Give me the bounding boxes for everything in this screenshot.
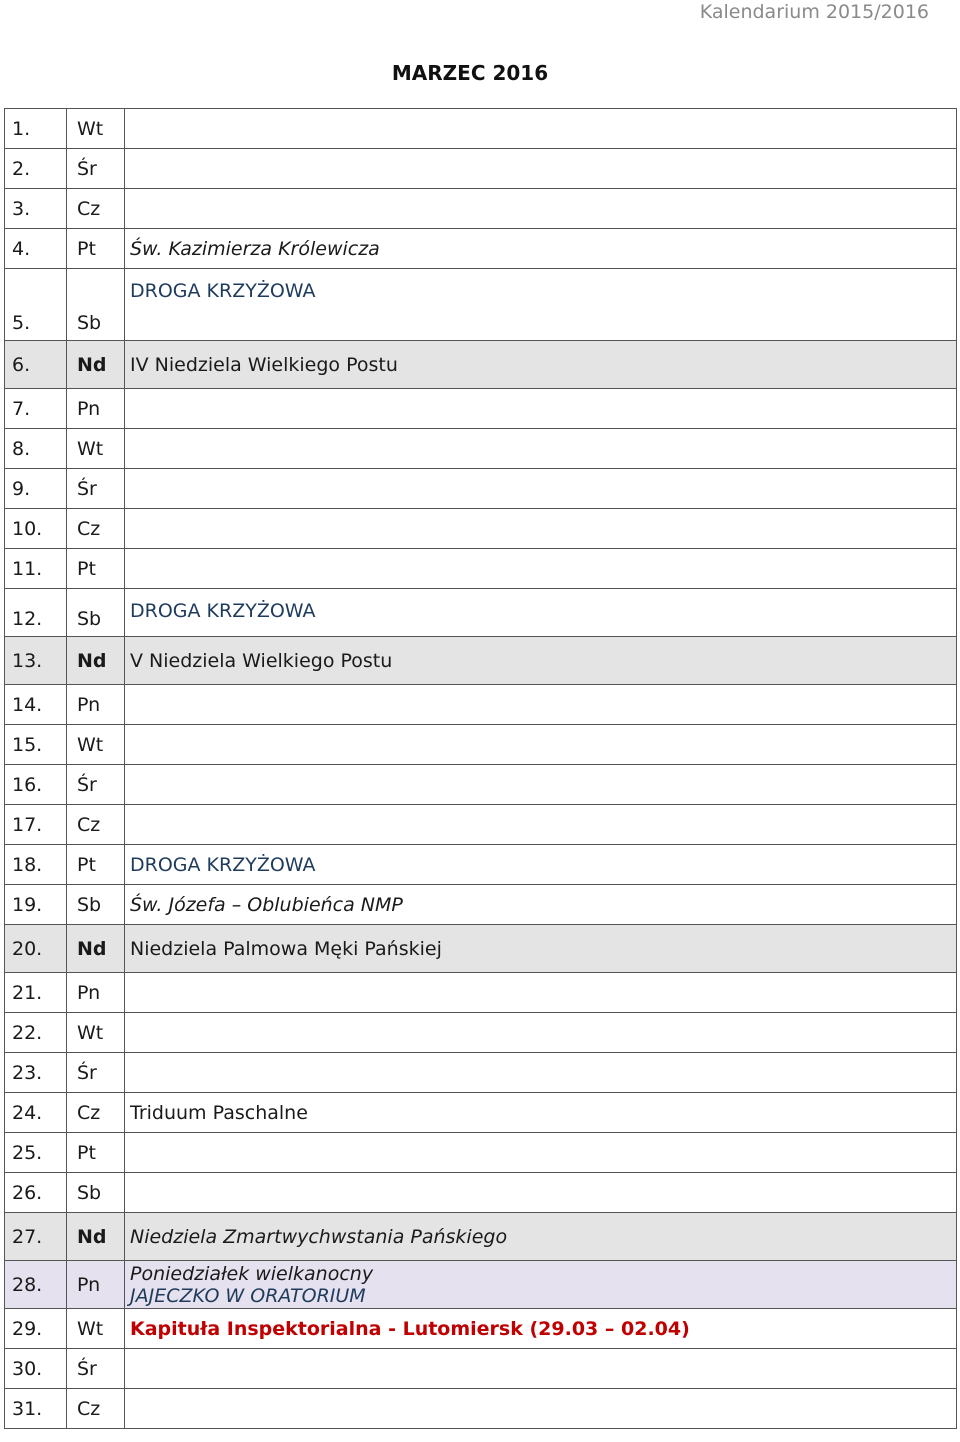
day-number: 31.	[5, 1389, 67, 1429]
calendar-row	[5, 845, 957, 885]
weekday: Pt	[67, 845, 125, 885]
calendar-row	[5, 509, 957, 549]
day-events	[125, 1093, 957, 1133]
weekday: Wt	[67, 1309, 125, 1349]
day-number: 30.	[5, 1349, 67, 1389]
weekday: Cz	[67, 189, 125, 229]
calendar-row	[5, 765, 957, 805]
day-number: 8.	[5, 429, 67, 469]
day-number: 13.	[5, 637, 67, 685]
day-number: 18.	[5, 845, 67, 885]
event-label: DROGA KRZYŻOWA	[130, 280, 316, 302]
event-label: IV Niedziela Wielkiego Postu	[130, 353, 398, 376]
event-label: Św. Kazimierza Królewicza	[130, 237, 380, 260]
weekday: Sb	[67, 1173, 125, 1213]
day-events	[125, 109, 957, 149]
day-number: 7.	[5, 389, 67, 429]
weekday: Cz	[67, 509, 125, 549]
calendar-row	[5, 189, 957, 229]
day-number: 9.	[5, 469, 67, 509]
calendar-row	[5, 109, 957, 149]
weekday: Cz	[67, 1093, 125, 1133]
calendar-row	[5, 685, 957, 725]
weekday: Nd	[67, 1213, 125, 1261]
day-events	[125, 341, 957, 389]
day-events	[125, 885, 957, 925]
day-number: 1.	[5, 109, 67, 149]
calendar-row	[5, 341, 957, 389]
day-events	[125, 925, 957, 973]
day-events	[125, 549, 957, 589]
event-label: DROGA KRZYŻOWA	[130, 853, 316, 876]
weekday: Pn	[67, 389, 125, 429]
day-number: 3.	[5, 189, 67, 229]
calendar-row	[5, 549, 957, 589]
day-number: 24.	[5, 1093, 67, 1133]
day-events	[125, 429, 957, 469]
day-number: 4.	[5, 229, 67, 269]
calendar-row	[5, 429, 957, 469]
day-number: 23.	[5, 1053, 67, 1093]
event-label: JAJECZKO W ORATORIUM	[130, 1284, 366, 1307]
calendar-row	[5, 885, 957, 925]
calendar-row	[5, 1389, 957, 1429]
calendar-row	[5, 1053, 957, 1093]
day-number: 22.	[5, 1013, 67, 1053]
event-label: Poniedziałek wielkanocny	[130, 1262, 374, 1285]
day-number: 5.	[5, 269, 67, 341]
calendar-row	[5, 469, 957, 509]
weekday: Wt	[67, 429, 125, 469]
day-number: 6.	[5, 341, 67, 389]
weekday: Pt	[67, 229, 125, 269]
day-number: 15.	[5, 725, 67, 765]
day-events	[125, 725, 957, 765]
day-number: 27.	[5, 1213, 67, 1261]
calendar-row	[5, 1173, 957, 1213]
page-title: MARZEC 2016	[391, 61, 549, 85]
calendar-table	[4, 108, 957, 1429]
weekday: Wt	[67, 725, 125, 765]
weekday: Nd	[67, 925, 125, 973]
weekday: Śr	[67, 1349, 125, 1389]
weekday: Pn	[67, 685, 125, 725]
calendar-row	[5, 229, 957, 269]
day-number: 28.	[5, 1261, 67, 1309]
day-events	[125, 1013, 957, 1053]
day-events	[125, 469, 957, 509]
calendar-row	[5, 1261, 957, 1309]
calendar-row	[5, 1013, 957, 1053]
day-number: 10.	[5, 509, 67, 549]
weekday: Cz	[67, 805, 125, 845]
day-events	[125, 149, 957, 189]
day-events	[125, 845, 957, 885]
day-events	[125, 685, 957, 725]
weekday: Śr	[67, 149, 125, 189]
calendar-row	[5, 269, 957, 341]
day-number: 17.	[5, 805, 67, 845]
weekday: Wt	[67, 109, 125, 149]
day-number: 29.	[5, 1309, 67, 1349]
day-events	[125, 189, 957, 229]
event-label: Triduum Paschalne	[130, 1101, 308, 1124]
day-number: 2.	[5, 149, 67, 189]
event-label: Niedziela Zmartwychwstania Pańskiego	[130, 1225, 508, 1248]
day-events	[125, 1213, 957, 1261]
calendar-row	[5, 973, 957, 1013]
day-number: 25.	[5, 1133, 67, 1173]
document-header: Kalendarium 2015/2016	[699, 1, 929, 23]
calendar-row	[5, 389, 957, 429]
calendar-row	[5, 925, 957, 973]
weekday: Wt	[67, 1013, 125, 1053]
weekday: Nd	[67, 341, 125, 389]
calendar-row	[5, 149, 957, 189]
calendar-row	[5, 1349, 957, 1389]
weekday: Pn	[67, 973, 125, 1013]
day-events	[125, 1261, 957, 1309]
weekday: Sb	[67, 885, 125, 925]
day-number: 12.	[5, 589, 67, 637]
day-events	[125, 269, 957, 341]
weekday: Nd	[67, 637, 125, 685]
weekday: Pt	[67, 1133, 125, 1173]
event-label: Św. Józefa – Oblubieńca NMP	[130, 893, 403, 916]
calendar-row	[5, 1213, 957, 1261]
day-events	[125, 1389, 957, 1429]
day-number: 11.	[5, 549, 67, 589]
weekday: Śr	[67, 765, 125, 805]
calendar-row	[5, 637, 957, 685]
day-events	[125, 765, 957, 805]
weekday: Śr	[67, 1053, 125, 1093]
day-events	[125, 973, 957, 1013]
day-number: 21.	[5, 973, 67, 1013]
day-events	[125, 1053, 957, 1093]
weekday: Pn	[67, 1261, 125, 1309]
day-events	[125, 1133, 957, 1173]
day-events	[125, 389, 957, 429]
weekday: Śr	[67, 469, 125, 509]
weekday: Cz	[67, 1389, 125, 1429]
event-label: Niedziela Palmowa Męki Pańskiej	[130, 937, 442, 960]
event-label: DROGA KRZYŻOWA	[130, 600, 316, 622]
day-events	[125, 637, 957, 685]
day-events	[125, 509, 957, 549]
weekday: Sb	[67, 269, 125, 341]
day-number: 14.	[5, 685, 67, 725]
day-events	[125, 1309, 957, 1349]
day-number: 16.	[5, 765, 67, 805]
weekday: Sb	[67, 589, 125, 637]
day-number: 19.	[5, 885, 67, 925]
calendar-row	[5, 805, 957, 845]
event-label: V Niedziela Wielkiego Postu	[130, 649, 393, 672]
weekday: Pt	[67, 549, 125, 589]
day-number: 26.	[5, 1173, 67, 1213]
calendar-row	[5, 1093, 957, 1133]
day-number: 20.	[5, 925, 67, 973]
day-events	[125, 805, 957, 845]
day-events	[125, 229, 957, 269]
day-events	[125, 1173, 957, 1213]
calendar-row	[5, 589, 957, 637]
calendar-row	[5, 725, 957, 765]
day-events	[125, 589, 957, 637]
calendar-row	[5, 1133, 957, 1173]
event-label: Kapituła Inspektorialna - Lutomiersk (29.03 – 02.04)	[130, 1317, 690, 1340]
calendar-row	[5, 1309, 957, 1349]
day-events	[125, 1349, 957, 1389]
